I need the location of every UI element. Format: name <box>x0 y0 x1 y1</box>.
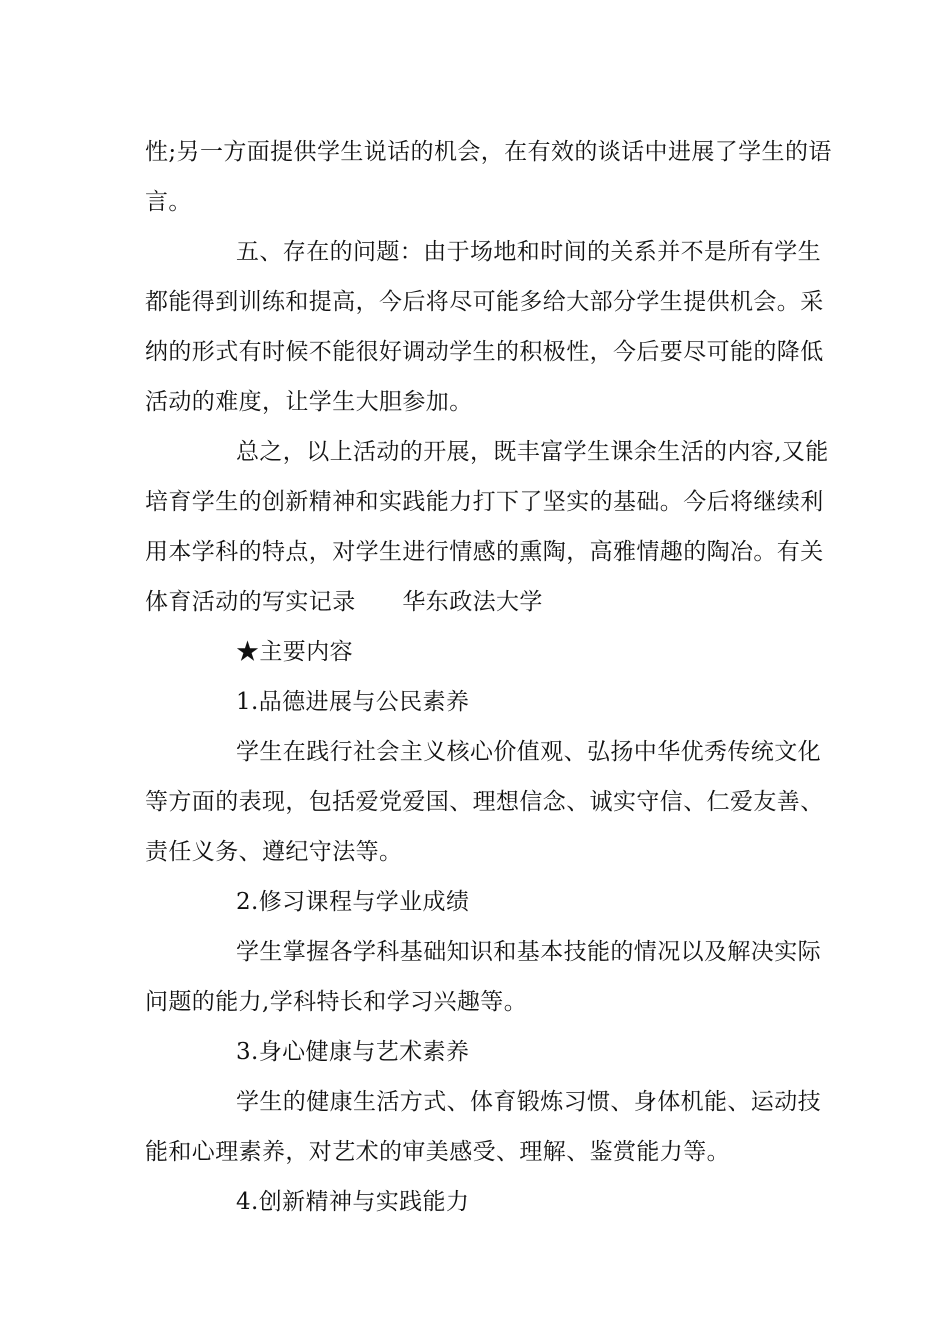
text-line: 言。 <box>145 189 192 215</box>
text-line: 都能得到训练和提高，今后将尽可能多给大部分学生提供机会。采 <box>145 289 824 315</box>
item-heading: 4.创新精神与实践能力 <box>236 1189 470 1215</box>
paragraph-start: 学生在践行社会主义核心价值观、弘扬中华优秀传统文化 <box>236 739 821 765</box>
text-line: 用本学科的特点，对学生进行情感的熏陶，高雅情趣的陶冶。有关 <box>145 539 824 565</box>
text-line: 问题的能力,学科特长和学习兴趣等。 <box>145 989 528 1015</box>
text-line: 体育活动的写实记录 华东政法大学 <box>145 589 543 615</box>
text-line: 等方面的表现，包括爱党爱国、理想信念、诚实守信、仁爱友善、 <box>145 789 824 815</box>
text-line: 责任义务、遵纪守法等。 <box>145 839 403 865</box>
paragraph-start: 学生掌握各学科基础知识和基本技能的情况以及解决实际 <box>236 939 821 965</box>
text-line: 活动的难度，让学生大胆参加。 <box>145 389 473 415</box>
item-heading: 2.修习课程与学业成绩 <box>236 889 470 915</box>
section-heading: ★主要内容 <box>236 639 353 665</box>
text-line: 纳的形式有时候不能很好调动学生的积极性，今后要尽可能的降低 <box>145 339 824 365</box>
paragraph-heading: 五、存在的问题：由于场地和时间的关系并不是所有学生 <box>236 239 821 265</box>
text-line: 培育学生的创新精神和实践能力打下了坚实的基础。今后将继续利 <box>145 489 824 515</box>
item-heading: 3.身心健康与艺术素养 <box>236 1039 470 1065</box>
paragraph-start: 学生的健康生活方式、体育锻炼习惯、身体机能、运动技 <box>236 1089 821 1115</box>
text-line: 能和心理素养，对艺术的审美感受、理解、鉴赏能力等。 <box>145 1139 730 1165</box>
item-heading: 1.品德进展与公民素养 <box>236 689 470 715</box>
paragraph-start: 总之，以上活动的开展，既丰富学生课余生活的内容,又能 <box>236 439 829 465</box>
text-line: 性;另一方面提供学生说话的机会，在有效的谈话中进展了学生的语 <box>145 139 832 165</box>
